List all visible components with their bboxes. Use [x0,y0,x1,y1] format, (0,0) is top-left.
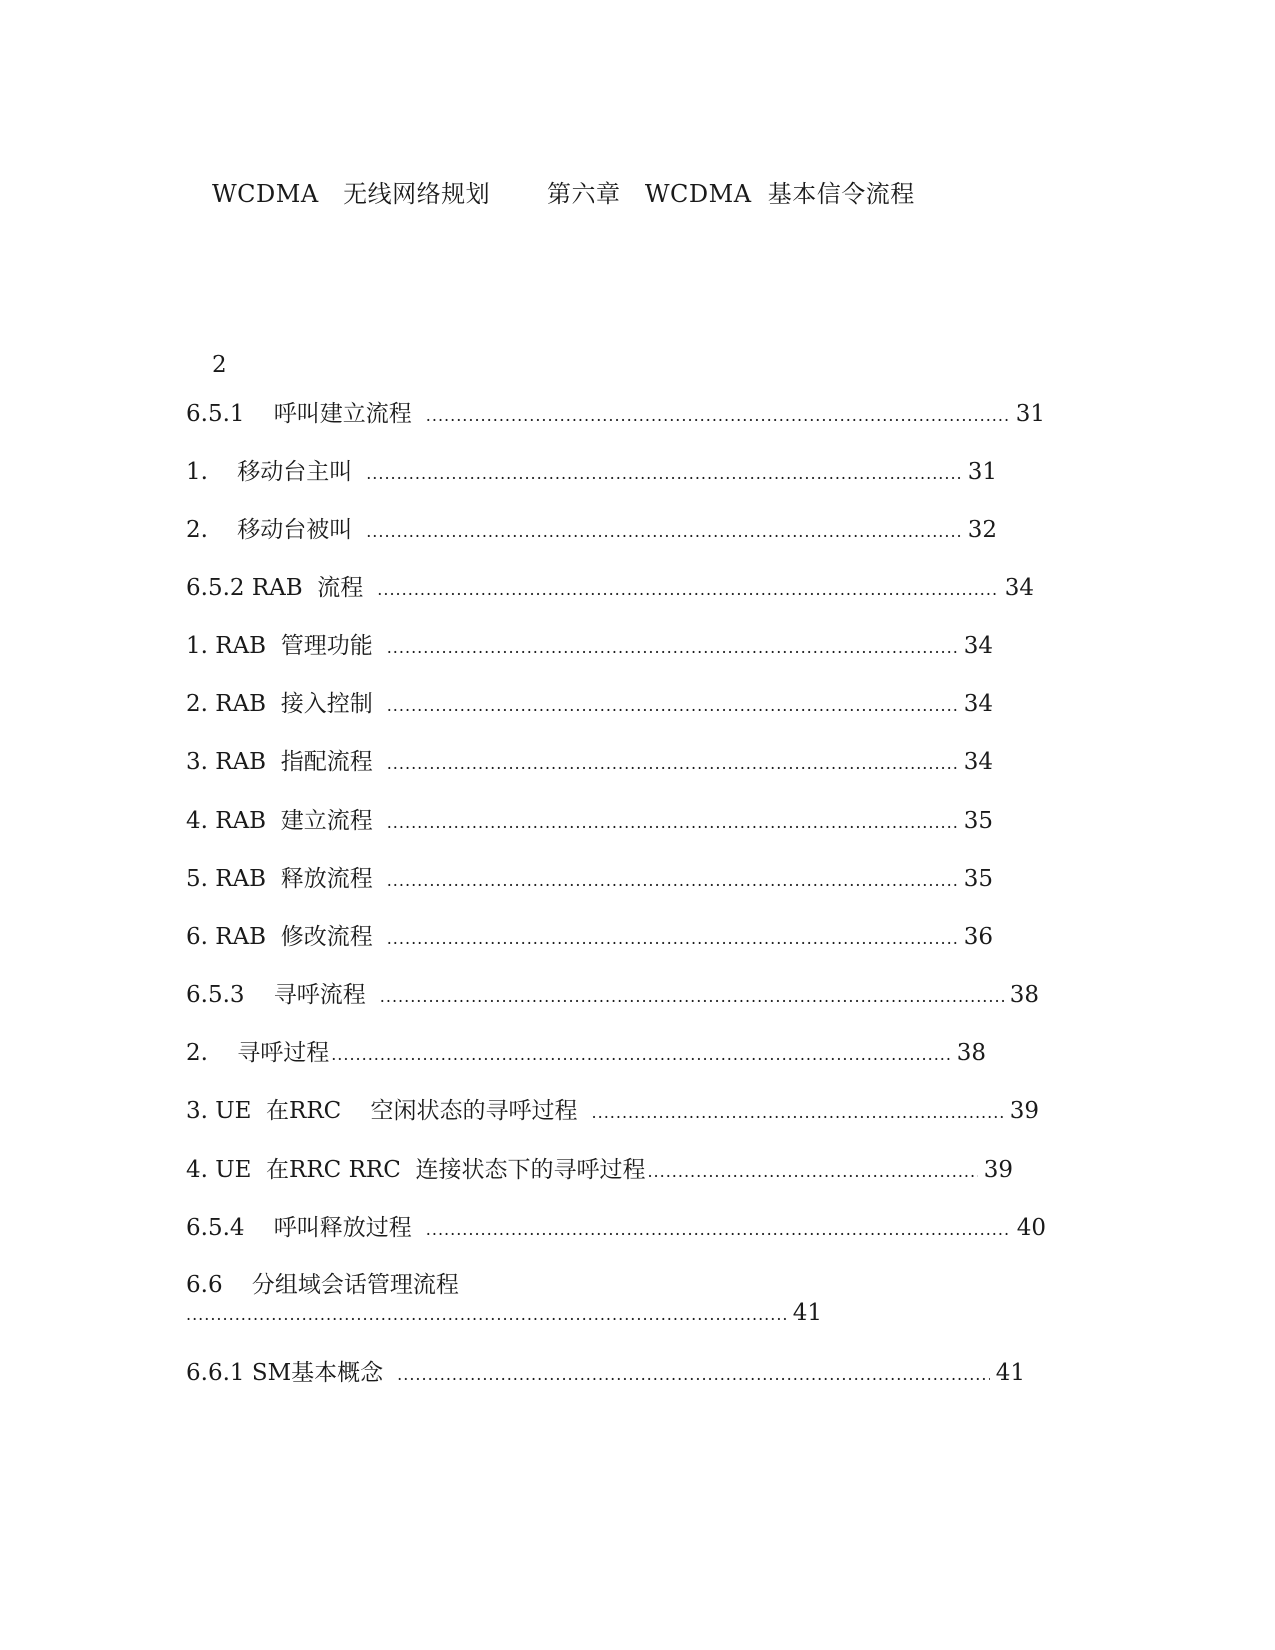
toc-leader-dots [331,1045,951,1064]
toc-entry[interactable] [186,976,1039,1006]
toc-entry[interactable] [186,511,997,541]
toc-leader-dots [426,406,1010,425]
toc-entry-label: 5. RAB 释放流程 [186,866,373,892]
toc-entry-page: 31 [967,459,997,485]
toc-entry-page: 39 [1009,1098,1039,1124]
toc-entry-page: 35 [963,866,993,892]
toc-entry-label: 6.5.3 寻呼流程 [186,982,366,1008]
toc-entry-label: 2. 寻呼过程 [186,1040,330,1066]
toc-entry[interactable] [186,627,993,657]
toc-entry-page: 35 [963,808,993,834]
toc-entry-label: 3. RAB 指配流程 [186,749,373,775]
toc-entry-page: 34 [1004,575,1034,601]
toc-entry-label: 6. RAB 修改流程 [186,924,373,950]
toc-entry-page: 34 [963,691,993,717]
toc-entry-label: 4. RAB 建立流程 [186,808,373,834]
toc-entry-label: 3. UE 在RRC 空闲状态的寻呼过程 [186,1098,578,1124]
toc-leader-dots [387,871,958,890]
toc-leader-dots [387,813,958,832]
toc-entry-page: 38 [1009,982,1039,1008]
toc-entry[interactable] [186,802,993,832]
toc-entry-page: 34 [963,633,993,659]
toc-entry[interactable] [186,685,993,715]
toc-entry-label: 4. UE 在RRC RRC 连接状态下的寻呼过程 [186,1157,646,1183]
toc-entry-page: 40 [1016,1215,1046,1241]
toc-entry[interactable] [186,743,993,773]
toc-leader-dots [186,1305,787,1324]
toc-entry-page: 34 [963,749,993,775]
toc-entry-label: 6.6.1 SM基本概念 [186,1360,384,1386]
toc-entry[interactable] [186,1266,822,1326]
toc-entry-label: 6.5.4 呼叫释放过程 [186,1215,412,1241]
toc-entry[interactable] [186,1151,1013,1181]
toc-entry[interactable] [186,569,1034,599]
toc-entry[interactable] [186,1034,986,1064]
toc-leader-dots [387,638,958,657]
page-number: 2 [212,352,227,378]
toc-entry[interactable] [186,860,993,890]
toc-entry[interactable] [186,1354,1025,1384]
toc-entry[interactable] [186,395,1045,425]
toc-leader-dots [397,1365,990,1384]
toc-entry-label: 6.5.2 RAB 流程 [186,575,364,601]
toc-entry-label: 1. RAB 管理功能 [186,633,373,659]
toc-entry-label: 2. RAB 接入控制 [186,691,373,717]
toc-entry[interactable] [186,918,993,948]
toc-entry-page: 39 [983,1157,1013,1183]
toc-leader-dots [592,1103,1004,1122]
toc-leader-dots [377,580,998,599]
toc-leader-dots [387,696,958,715]
toc-entry-page: 41 [995,1360,1025,1386]
toc-leader-dots [426,1220,1011,1239]
toc-entry-page: 38 [956,1040,986,1066]
toc-leader-dots [387,754,958,773]
toc-leader-dots [387,929,958,948]
toc-entry-page: 41 [792,1300,822,1326]
toc-entry[interactable] [186,1092,1039,1122]
toc-leader-dots [647,1162,977,1181]
toc-entry[interactable] [186,453,997,483]
toc-leader-dots [366,464,962,483]
toc-entry-page: 31 [1015,401,1045,427]
running-header: WCDMA 无线网络规划 第六章 WCDMA 基本信令流程 [212,180,915,208]
toc-entry-label: 6.6 分组域会话管理流程 [186,1272,459,1298]
toc-entry-label: 6.5.1 呼叫建立流程 [186,401,412,427]
toc-entry-page: 32 [967,517,997,543]
toc-leader-dots [366,522,962,541]
toc-entry-page: 36 [963,924,993,950]
toc-entry[interactable] [186,1209,1046,1239]
toc-entry-label: 1. 移动台主叫 [186,459,353,485]
toc-leader-dots [380,987,1004,1006]
toc-entry-label: 2. 移动台被叫 [186,517,353,543]
